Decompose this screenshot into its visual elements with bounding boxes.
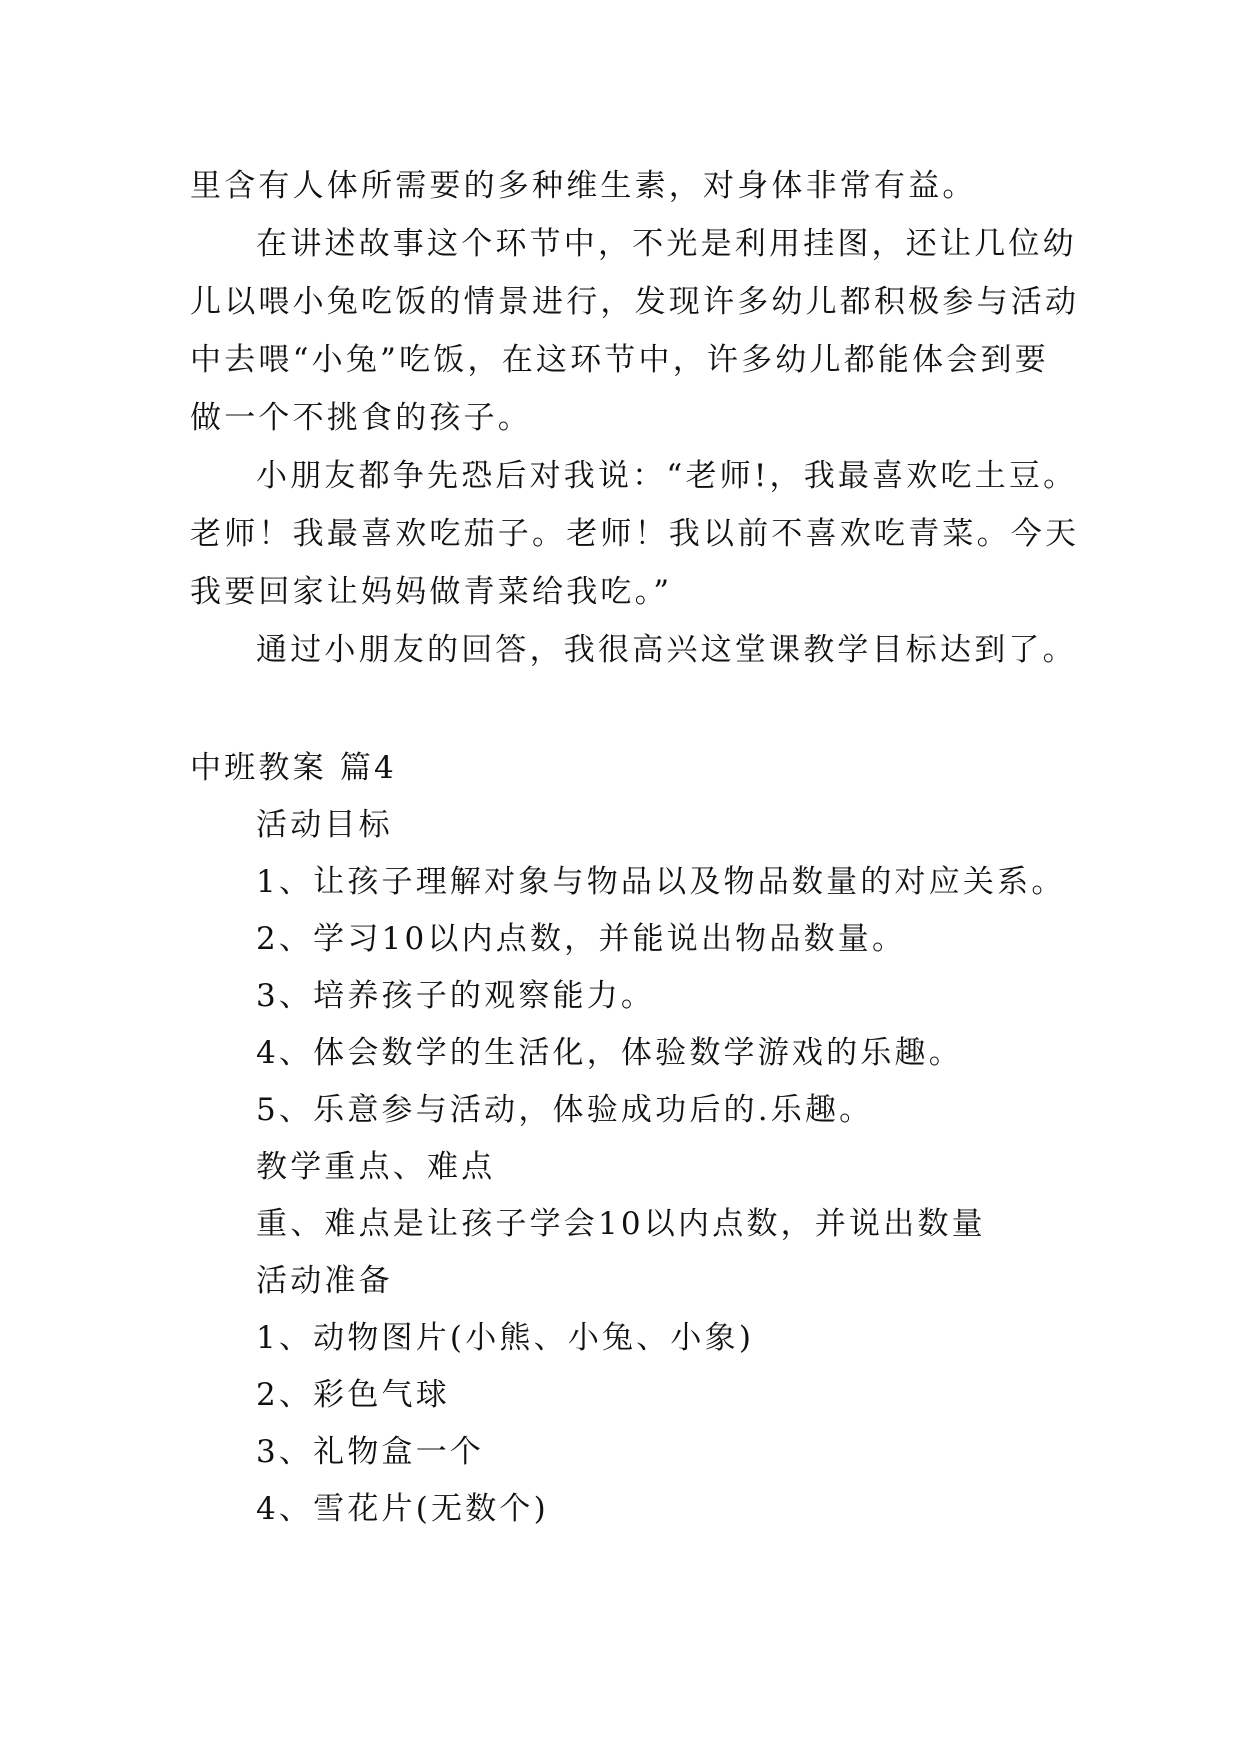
goal-item: 2、学习10以内点数，并能说出物品数量。 (256, 921, 907, 957)
paragraph-line: 在讲述故事这个环节中，不光是利用挂图，还让几位幼 (256, 226, 1077, 262)
paragraph-line: 老师！我最喜欢吃茄子。老师！我以前不喜欢吃青菜。今天 (190, 516, 1080, 552)
section-heading: 中班教案 篇4 (190, 750, 397, 786)
paragraph-line: 里含有人体所需要的多种维生素，对身体非常有益。 (190, 168, 977, 204)
prep-item: 1、动物图片(小熊、小兔、小象) (256, 1320, 755, 1356)
goal-item: 5、乐意参与活动，体验成功后的.乐趣。 (256, 1092, 874, 1128)
prep-heading: 活动准备 (256, 1263, 393, 1299)
goal-item: 4、体会数学的生活化，体验数学游戏的乐趣。 (256, 1035, 963, 1071)
paragraph-line: 做一个不挑食的孩子。 (190, 400, 532, 436)
prep-item: 3、礼物盒一个 (256, 1434, 485, 1470)
paragraph-line: 中去喂“小兔”吃饭，在这环节中，许多幼儿都能体会到要 (190, 342, 1049, 378)
goal-item: 1、让孩子理解对象与物品以及物品数量的对应关系。 (256, 864, 1066, 900)
paragraph-line: 儿以喂小兔吃饭的情景进行，发现许多幼儿都积极参与活动 (190, 284, 1080, 320)
goal-item: 3、培养孩子的观察能力。 (256, 978, 656, 1014)
paragraph-line: 小朋友都争先恐后对我说：“老师!，我最喜欢吃土豆。 (256, 458, 1078, 494)
key-points-heading: 教学重点、难点 (256, 1149, 496, 1185)
goals-heading: 活动目标 (256, 807, 393, 843)
paragraph-line: 通过小朋友的回答，我很高兴这堂课教学目标达到了。 (256, 632, 1077, 668)
key-points-text: 重、难点是让孩子学会10以内点数，并说出数量 (256, 1206, 986, 1242)
paragraph-line: 我要回家让妈妈做青菜给我吃。” (190, 574, 673, 610)
prep-item: 2、彩色气球 (256, 1377, 450, 1413)
prep-item: 4、雪花片(无数个) (256, 1491, 549, 1527)
